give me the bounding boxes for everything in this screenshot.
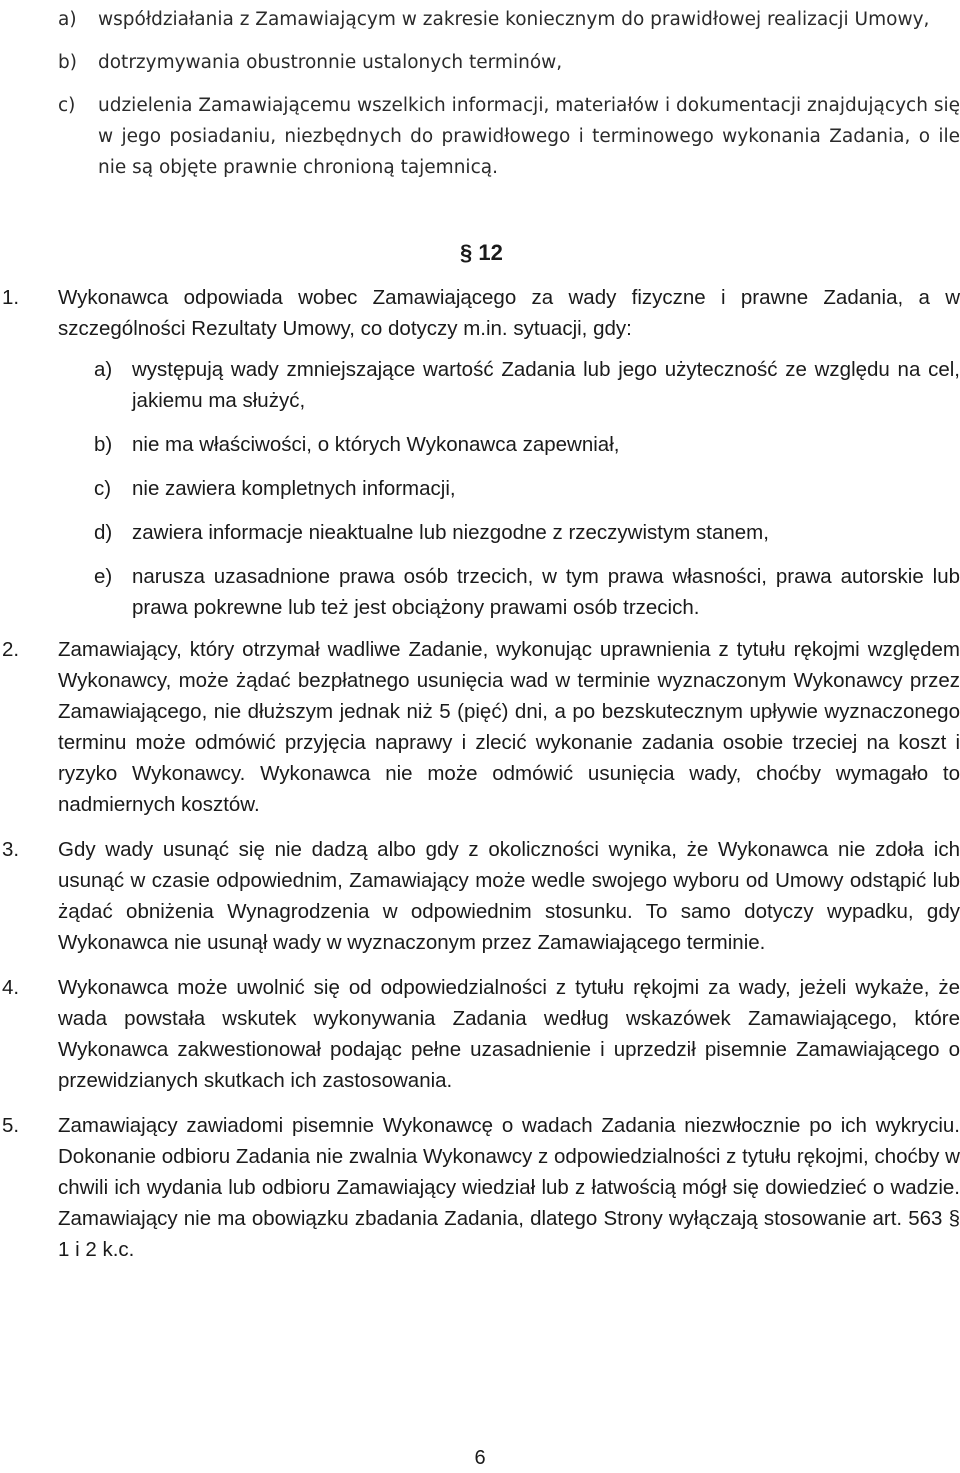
list-marker: d) bbox=[94, 521, 113, 544]
obligations-list bbox=[58, 4, 960, 195]
list-marker: c) bbox=[58, 95, 76, 116]
paragraph-body bbox=[58, 282, 960, 630]
list-marker: b) bbox=[94, 433, 113, 456]
paragraph-text: Zamawiający zawiadomi pisemnie Wykonawcę o wadach Zadania niezwłocznie po ich wykryciu. Dokonanie odbioru Zadania nie zwalnia Wykonawcy z odpowiedzialności z tytułu rękojmi, choćby w chwili ich wydania lub odbioru Zamawiający wiedział lub z łatwością mógł się dowiedzieć o wadzie. Zamawiający nie ma obowiązku zbadania Zadania, dlatego Strony wyłączają stosowanie art. 563 § 1 i 2 k.c. bbox=[58, 1114, 960, 1261]
section-heading: § 12 bbox=[460, 240, 503, 265]
paragraph-text: Zamawiający, który otrzymał wadliwe Zadanie, wykonując uprawnienia z tytułu rękojmi względem Wykonawcy, może żądać bezpłatnego usunięcia wad w terminie wyznaczonym Wykonawcy przez Zamawiającego, nie dłuższym jednak niż 5 (pięć) dni, a po bezskutecznym upływie wyznaczonego terminu może odmówić przyjęcia naprawy i zlecić wykonanie zadania osobie trzeciej na koszt i ryzyko Wykonawcy. Wykonawca nie może odmówić usunięcia wady, choćby wymagało to nadmiernych kosztów. bbox=[58, 638, 960, 816]
list-item-text: nie zawiera kompletnych informacji, bbox=[132, 477, 456, 500]
list-item bbox=[58, 354, 960, 416]
list-item bbox=[58, 4, 960, 35]
list-marker: a) bbox=[94, 358, 113, 381]
list-item-text: narusza uzasadnione prawa osób trzecich, w tym prawa własności, prawa autorskie lub prawa pokrewne lub też jest obciążony prawami osób trzecich. bbox=[132, 565, 960, 619]
list-item bbox=[58, 90, 960, 183]
section-body bbox=[0, 282, 960, 1277]
list-item-text: współdziałania z Zamawiającym w zakresie koniecznym do prawidłowej realizacji Umowy, bbox=[98, 9, 930, 30]
list-marker: a) bbox=[58, 9, 77, 30]
list-item-text: dotrzymywania obustronnie ustalonych terminów, bbox=[98, 52, 563, 73]
paragraph-text: Gdy wady usunąć się nie dadzą albo gdy z okoliczności wynika, że Wykonawca nie zdoła ich usunąć w czasie odpowiednim, Zamawiający może wedle swojego wyboru od Umowy odstąpić lub żądać obniżenia Wynagrodzenia w odpowiednim stosunku. To samo dotyczy wypadku, gdy Wykonawca nie usunął wady w wyznaczonym przez Zamawiającego terminie. bbox=[58, 838, 960, 954]
paragraph-4 bbox=[0, 972, 960, 1096]
list-marker: b) bbox=[58, 52, 77, 73]
paragraph-number: 4. bbox=[2, 976, 20, 999]
paragraph-2 bbox=[0, 634, 960, 820]
list-item bbox=[58, 517, 960, 548]
list-item-text: udzielenia Zamawiającemu wszelkich informacji, materiałów i dokumentacji znajdujących się w jego posiadaniu, niezbędnych do prawidłowego i terminowego wykonania Zadania, o ile nie są objęte prawnie chronioną tajemnicą. bbox=[98, 95, 960, 178]
page-number: 6 bbox=[474, 1447, 486, 1469]
paragraph-3 bbox=[0, 834, 960, 958]
list-item bbox=[58, 473, 960, 504]
list-marker: c) bbox=[94, 477, 112, 500]
list-item-text: nie ma właściwości, o których Wykonawca zapewniał, bbox=[132, 433, 620, 456]
list-item bbox=[58, 561, 960, 623]
paragraph-1 bbox=[0, 282, 960, 630]
paragraph-number: 3. bbox=[2, 838, 20, 861]
paragraph-text: Wykonawca może uwolnić się od odpowiedzialności z tytułu rękojmi za wady, jeżeli wykaże, że wada powstała wskutek wykonywania Zadania według wskazówek Zamawiającego, które Wykonawca zakwestionował podając pełne uzasadnienie i uprzedził pisemnie Zamawiającego o przewidzianych skutkach ich zastosowania. bbox=[58, 976, 960, 1092]
paragraph-number: 2. bbox=[2, 638, 20, 661]
list-item bbox=[58, 47, 960, 78]
paragraph-5 bbox=[0, 1110, 960, 1265]
list-marker: e) bbox=[94, 565, 113, 588]
list-item-text: zawiera informacje nieaktualne lub niezgodne z rzeczywistym stanem, bbox=[132, 521, 769, 544]
paragraph-number: 5. bbox=[2, 1114, 20, 1137]
list-item-text: występują wady zmniejszające wartość Zadania lub jego użyteczność ze względu na cel, jakiemu ma służyć, bbox=[132, 358, 960, 412]
defects-list bbox=[58, 354, 960, 623]
paragraph-text: Wykonawca odpowiada wobec Zamawiającego za wady fizyczne i prawne Zadania, a w szczególności Rezultaty Umowy, co dotyczy m.in. sytuacji, gdy: bbox=[58, 286, 960, 340]
list-item bbox=[58, 429, 960, 460]
paragraph-number: 1. bbox=[2, 286, 20, 309]
